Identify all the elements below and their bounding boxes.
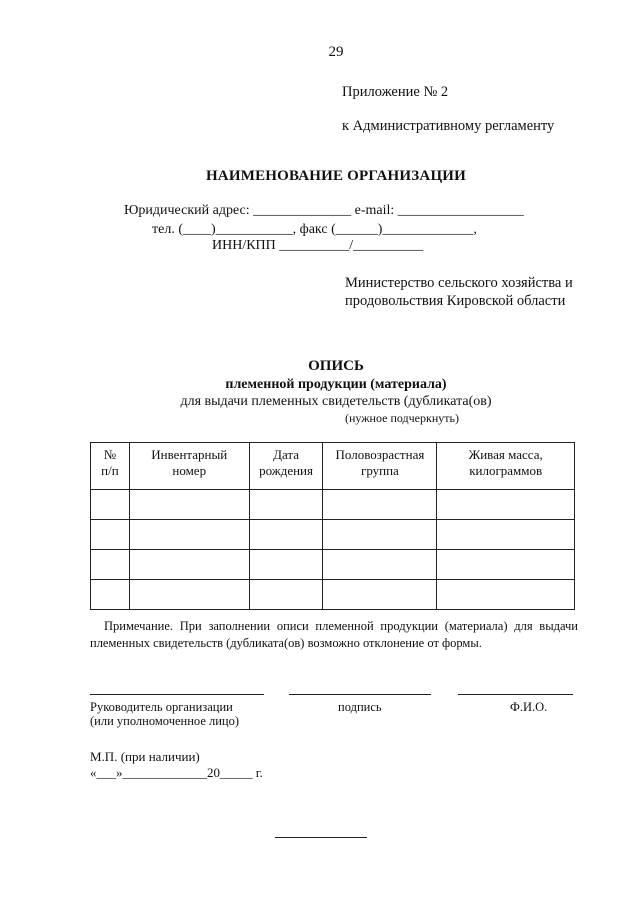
table-header-row — [91, 443, 575, 490]
table-cell — [323, 580, 437, 610]
table-cell — [437, 580, 575, 610]
fio-label: Ф.И.О. — [510, 700, 548, 714]
recipient-line-1: Министерство сельского хозяйства и — [345, 275, 573, 291]
col-header-inventory: Инвентарный номер — [129, 443, 249, 490]
date-line: «___»_____________20_____ г. — [90, 765, 263, 780]
table-cell — [249, 520, 323, 550]
table-cell — [91, 520, 130, 550]
table-cell — [91, 580, 130, 610]
table-cell — [323, 520, 437, 550]
head-label: Руководитель организации — [90, 700, 233, 714]
table-cell — [91, 490, 130, 520]
col-header-birth-date: Дата рождения — [249, 443, 323, 490]
recipient-block — [345, 274, 573, 310]
table-cell — [437, 520, 575, 550]
table-cell — [437, 550, 575, 580]
inventory-table — [90, 442, 575, 610]
head-label-sub: (или уполномоченное лицо) — [90, 714, 240, 728]
inn-line: ИНН/КПП __________/__________ — [212, 238, 424, 253]
table-cell — [91, 550, 130, 580]
table-cell — [129, 550, 249, 580]
signature-label: подпись — [338, 700, 382, 714]
bottom-divider — [275, 837, 367, 838]
table-row — [91, 490, 575, 520]
table-cell — [129, 580, 249, 610]
head-signature-line — [90, 694, 264, 695]
fio-line — [458, 694, 573, 695]
table-row — [91, 580, 575, 610]
underline-note: (нужное подчеркнуть) — [345, 411, 459, 425]
col-header-live-weight: Живая масса, килограммов — [437, 443, 575, 490]
appendix-label: Приложение № 2 — [342, 84, 449, 100]
page-number: 29 — [328, 44, 344, 60]
table-cell — [249, 550, 323, 580]
phone-line: тел. (____)___________, факс (______)_____________, — [152, 222, 477, 237]
address-line: Юридический адрес: ______________ e-mail: __________________ — [124, 203, 524, 218]
table-cell — [129, 490, 249, 520]
table-cell — [323, 490, 437, 520]
stamp-label: М.П. (при наличии) — [90, 749, 200, 764]
regulation-label: к Административному регламенту — [342, 118, 555, 134]
remark-text: Примечание. При заполнении описи племенной продукции (материала) для выдачи племенных свидетельств (дубликата(ов) возможно отклонение от формы. — [90, 619, 578, 650]
recipient-line-2: продовольствия Кировской области — [345, 293, 566, 309]
document-title: ОПИСЬ — [308, 358, 364, 374]
col-header-number: № п/п — [91, 443, 130, 490]
table-cell — [437, 490, 575, 520]
table-cell — [323, 550, 437, 580]
document-subtitle-2: для выдачи племенных свидетельств (дубликата(ов) — [180, 394, 492, 409]
col-header-age-group: Половозрастная группа — [323, 443, 437, 490]
table-row — [91, 520, 575, 550]
table-cell — [249, 580, 323, 610]
document-subtitle-1: племенной продукции (материала) — [225, 377, 447, 392]
table-cell — [129, 520, 249, 550]
signature-line — [289, 694, 431, 695]
table-cell — [249, 490, 323, 520]
table-row — [91, 550, 575, 580]
organization-name: НАИМЕНОВАНИЕ ОРГАНИЗАЦИИ — [205, 168, 467, 184]
